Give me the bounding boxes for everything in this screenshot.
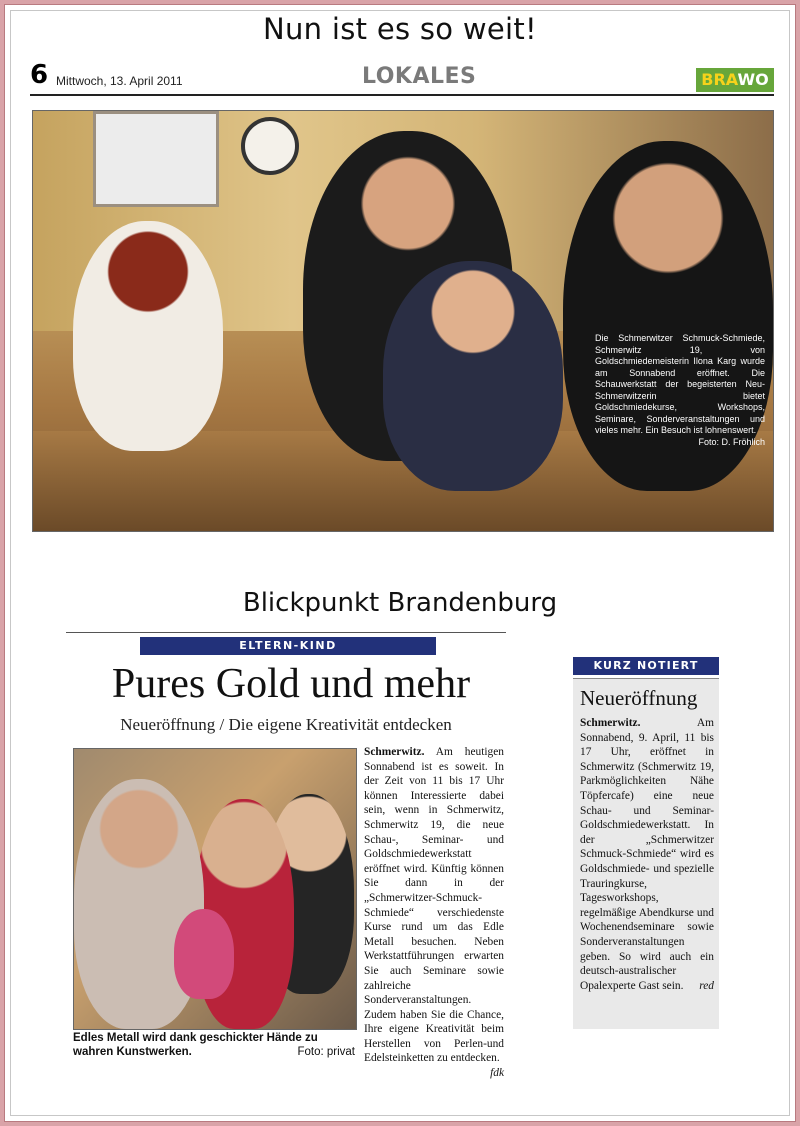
kurz-notiert-body [580, 716, 714, 993]
article-photo-credit: Foto: privat [297, 1046, 355, 1058]
article-photo-caption [73, 1031, 355, 1059]
article-kicker: ELTERN-KIND [140, 637, 436, 655]
article-body-text: Am heutigen Sonnabend ist es soweit. In der Zeit von 11 bis 17 Uhr können Interessierte dabei sein, wenn in Schmerwitz, Schmerwitz 19, die neue Schau-, Seminar- und Goldschmiedewerkstatt eröffnet wird. Künftig können Sie dann in der „Schmerwitzer-Schmuck-Schmiede“ verschiedenste Kurse rund um das Edle Metall besuchen. Neben Werkstattführungen erwarten Sie auch Seminare sowie zahlreiche Sonderveranstaltungen. Zudem haben Sie die Chance, Ihre eigene Kreativität beim Herstellen von Perlen-und Edelsteinketten zu entdecken. [364, 746, 505, 1065]
kurz-notiert-title: Neueröffnung [580, 686, 698, 710]
section-name: LOKALES [362, 64, 477, 89]
newspaper-header [30, 62, 774, 96]
brawo-logo [696, 68, 774, 92]
article-body [364, 745, 504, 1081]
section-title: Blickpunkt Brandenburg [242, 588, 558, 618]
photo-caption [595, 333, 765, 448]
photo-wall-picture [93, 111, 219, 207]
page-title: Nun ist es so weit! [263, 12, 537, 46]
article-top-rule [66, 632, 506, 633]
article-dateline: Schmerwitz. [364, 746, 425, 758]
photo-caption-text: Die Schmerwitzer Schmuck-Schmiede, Schmerwitz 19, von Goldschmiedemeisterin Ilona Karg wurde am Sonnabend eröffnet. Die Schauwerkstatt der begeisterten Neu-Schmerwitzerin bietet Goldschmiedekurse, Workshops, Seminare, Sonderveranstaltungen und vieles mehr. Ein Besuch ist lohnenswert. [595, 333, 765, 435]
kurz-notiert-kicker: KURZ NOTIERT [573, 657, 719, 675]
article-author: fdk [490, 1067, 504, 1080]
article-subheadline: Neueröffnung / Die eigene Kreativität entdecken [120, 715, 452, 734]
photo-credit: Foto: D. Fröhlich [698, 436, 765, 447]
article-photo-caption-text: Edles Metall wird dank geschickter Hände zu wahren Kunstwerken. [73, 1032, 318, 1058]
brawo-logo-part2: WO [737, 70, 769, 89]
photo-person-goldsmith [73, 221, 223, 451]
photo-clock [241, 117, 299, 175]
article-photo-pink-apron [174, 909, 234, 999]
kurz-notiert-author: red [699, 979, 714, 992]
photo-person-child [383, 261, 563, 491]
article-photo [73, 748, 357, 1030]
kurz-notiert-text: Am Sonnabend, 9. April, 11 bis 17 Uhr, eröffnet in Schmerwitz (Schmerwitz 19, Parkmöglichkeiten Nähe Töpfercafe) eine neue Schau- und Seminar-Goldschmiedewerkstatt. In der „Schmerwitzer Schmuck-Schmiede“ wird es Goldschmiede- und spezielle Trauringkurse, Tagesworkshops, regelmäßige Abendkurse und Wochenendseminare sowie Sonderveranstaltungen geben. So wird auch ein deutsch-australischer Opalexperte Gast sein. [580, 717, 714, 992]
kurz-notiert-dateline: Schmerwitz. [580, 717, 641, 729]
article-headline: Pures Gold und mehr [111, 661, 471, 707]
page-number: 6 [30, 60, 49, 90]
workshop-photo [32, 110, 774, 532]
issue-date: Mittwoch, 13. April 2011 [56, 74, 183, 88]
brawo-logo-part1: BRA [701, 70, 738, 89]
